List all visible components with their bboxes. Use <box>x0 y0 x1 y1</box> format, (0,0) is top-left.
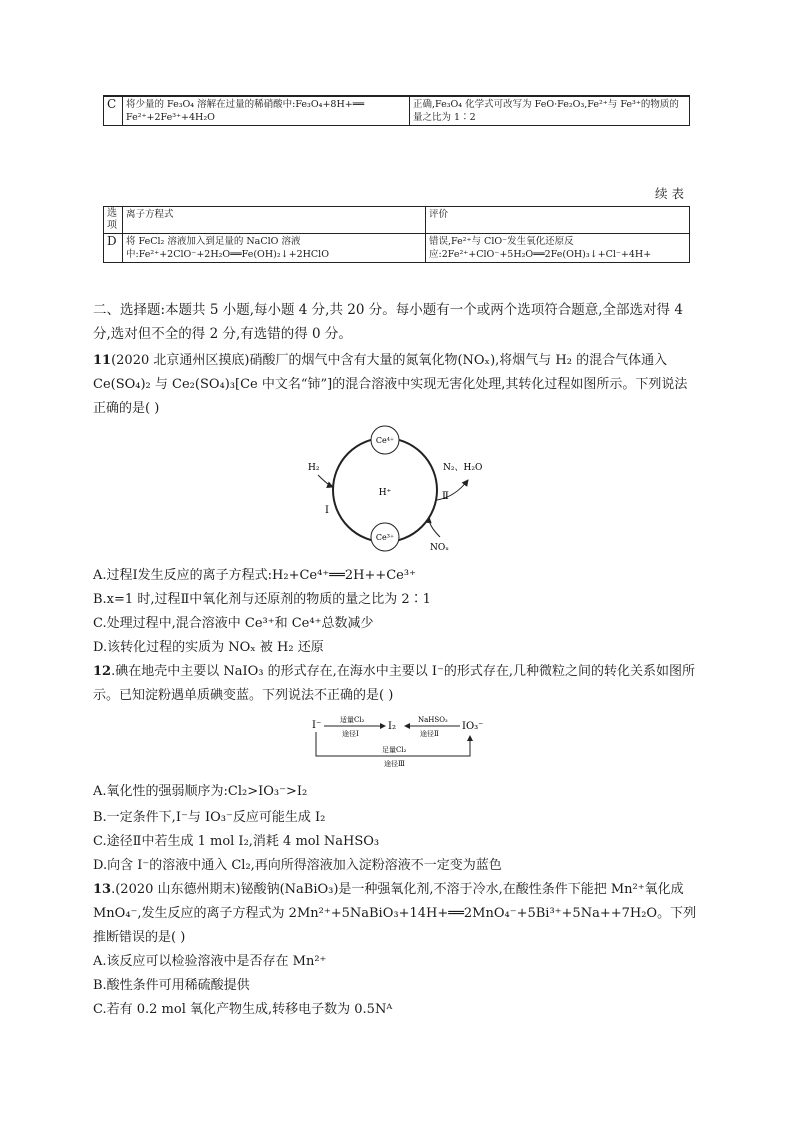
question-number: 11 <box>93 353 112 368</box>
q12-option-c: C.途径Ⅱ中若生成 1 mol I₂,消耗 4 mol NaHSO₃ <box>93 834 380 849</box>
i2-label: I₂ <box>388 721 396 732</box>
iodine-conversion-diagram <box>310 712 490 772</box>
question-11-stem <box>93 349 698 421</box>
option-cell: D <box>104 234 123 263</box>
path1-label: 途径Ⅰ <box>342 730 359 738</box>
path3-reagent: 足量Cl₂ <box>382 746 407 754</box>
path3-label: 途径Ⅲ <box>384 760 405 768</box>
ce-cycle-diagram <box>300 425 500 557</box>
q11-option-d: D.该转化过程的实质为 NOₓ 被 H₂ 还原 <box>93 640 324 655</box>
h2-arrow <box>318 475 333 487</box>
step-1-label: Ⅰ <box>325 505 329 516</box>
nox-label: NOₓ <box>430 543 450 553</box>
path2-label: 途径Ⅱ <box>420 730 439 738</box>
question-text: (2020 北京通州区摸底)硝酸厂的烟气中含有大量的氮氧化物(NOₓ),将烟气与 H₂ 的混合气体通入 Ce(SO₄)₂ 与 Ce₂(SO₄)₃[Ce 中文名“铈”]的混合溶液中实现无害化处理,其转化过程如图所示。下列说法正确的是( ) <box>93 353 688 416</box>
io3-label: IO₃⁻ <box>462 721 484 732</box>
table-header-row <box>104 207 690 234</box>
table-option-d <box>103 206 690 263</box>
nox-arrow <box>429 517 440 537</box>
i-minus-label: I⁻ <box>312 720 322 731</box>
step-2-label: Ⅱ <box>442 491 449 502</box>
header-evaluation: 评价 <box>426 207 690 234</box>
evaluation-cell: 正确,Fe₃O₄ 化学式可改写为 FeO·Fe₂O₃,Fe²⁺与 Fe³⁺的物质的量之比为 1∶2 <box>410 96 690 126</box>
header-option: 选项 <box>104 207 123 234</box>
n2-h2o-label: N₂、H₂O <box>443 463 483 473</box>
ce3-label: Ce³⁺ <box>375 533 395 542</box>
h2-label: H₂ <box>308 463 320 473</box>
question-number: 12 <box>93 664 112 679</box>
question-number: 13 <box>93 882 112 897</box>
table-row <box>104 96 690 126</box>
option-cell: C <box>104 96 123 126</box>
q13-option-b: B.酸性条件可用稀硫酸提供 <box>93 978 250 993</box>
question-text: .(2020 山东德州期末)铋酸钠(NaBiO₃)是一种强氧化剂,不溶于冷水,在酸性条件下能把 Mn²⁺氧化成 MnO₄⁻,发生反应的离子方程式为 2Mn²⁺+5NaBiO₃+14H+══2MnO₄⁻+5Bi³⁺+5Na++7H₂O。下列推断错误的是( ) <box>93 882 697 945</box>
continued-label: 续 表 <box>655 186 684 201</box>
equation-cell: 将少量的 Fe₃O₄ 溶解在过量的稀硝酸中:Fe₃O₄+8H+══ Fe²⁺+2Fe³⁺+4H₂O <box>123 96 410 126</box>
ce4-label: Ce⁴⁺ <box>375 436 395 445</box>
question-13-stem <box>93 878 698 950</box>
q11-option-c: C.处理过程中,混合溶液中 Ce³⁺和 Ce⁴⁺总数减少 <box>93 616 374 631</box>
table-continued-c <box>103 95 690 126</box>
header-equation: 离子方程式 <box>123 207 426 234</box>
q12-option-d: D.向含 I⁻的溶液中通入 Cl₂,再向所得溶液加入淀粉溶液不一定变为蓝色 <box>93 858 502 873</box>
q11-option-a: A.过程Ⅰ发生反应的离子方程式:H₂+Ce⁴⁺══2H++Ce³⁺ <box>93 568 416 583</box>
path2-reagent: NaHSO₃ <box>418 716 448 724</box>
q11-option-b: B.x=1 时,过程Ⅱ中氧化剂与还原剂的物质的量之比为 2∶1 <box>93 592 431 607</box>
q13-option-a: A.该反应可以检验溶液中是否存在 Mn²⁺ <box>93 954 327 969</box>
evaluation-cell: 错误,Fe²⁺与 ClO⁻发生氧化还原反应:2Fe²⁺+ClO⁻+5H₂O══2Fe(OH)₃↓+Cl⁻+4H+ <box>426 234 690 263</box>
h-plus-label: H⁺ <box>378 488 392 498</box>
equation-cell: 将 FeCl₂ 溶液加入到足量的 NaClO 溶液中:Fe²⁺+2ClO⁻+2H₂O══Fe(OH)₂↓+2HClO <box>123 234 426 263</box>
question-12-stem <box>93 660 698 708</box>
section-heading: 二、选择题:本题共 5 小题,每小题 4 分,共 20 分。每小题有一个或两个选项符合题意,全部选对得 4 分,选对但不全的得 2 分,有选错的得 0 分。 <box>93 302 683 342</box>
q13-option-c: C.若有 0.2 mol 氧化产物生成,转移电子数为 0.5Nᴬ <box>93 1002 393 1017</box>
path1-reagent: 适量Cl₂ <box>340 716 365 724</box>
q12-option-b: B.一定条件下,I⁻与 IO₃⁻反应可能生成 I₂ <box>93 810 326 825</box>
table-row <box>104 234 690 263</box>
q12-option-a: A.氧化性的强弱顺序为:Cl₂>IO₃⁻>I₂ <box>93 784 308 799</box>
question-text: .碘在地壳中主要以 NaIO₃ 的形式存在,在海水中主要以 I⁻的形式存在,几种微粒之间的转化关系如图所示。已知淀粉遇单质碘变蓝。下列说法不正确的是( ) <box>93 664 696 703</box>
